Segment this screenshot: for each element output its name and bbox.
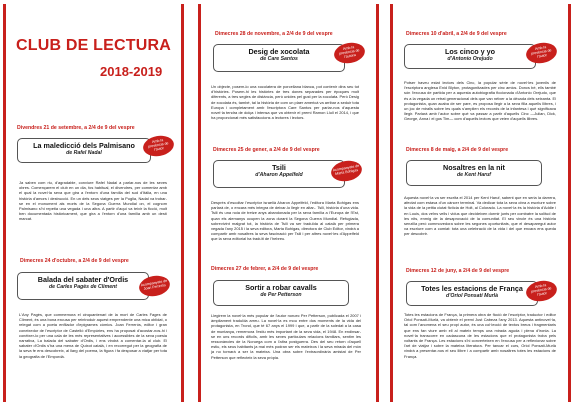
book-title: Sortir a robar cavalls [245,283,317,292]
book-description: Aquesta novel·la va ser escrita el 2014 per Kent Haruf, sabent que en seria la darrera, afectat com estava d'un càncer terminal. Va dedicar tota la seva obra a escriure sobre la vida de la petita ciutat fictícia de Holt, al Colorado. La novel·la és la història d'Addie i en Louis, dos veïns vells i vidus que decideixen dormir junts per combatre la solitud de les nits, enmig de la desaprovació de la comunitat. El seu vincle és una història senzilla però commovedora sobre les segones oportunitats, que el desaparegut autor va escriure com a comiat: tota una celebració de la vida i del que encara ens queda per descobrir. [404,195,556,237]
book-description: Ja saben com riu, d'agradable, conviure Rafel Nadal a parlar-nos de les seves obres. Començarem el club en un dia, fos habitual, el divendres, per comentar amb el qual la novel·la seva que gira a l'entorn d'una família del sud d'Itàlia, en una història d'amors i destrucció. En un dels seus viatges per la Puglia, Nadal va trobar-se en el monument als morts de la Segona Guerra Mundial on, el cognom Palmisano s'hi repetia una vegada i una altra. A partir d'aquí va teixir la ficció, molt ben documentada històricament, que gira a l'entorn d'una família amb un destí marcat. [19,180,167,222]
book-author: de Carles Pagès de Climent [48,283,118,290]
session-date: Dimecres 25 de gener, a 2/4 de 9 del vespre [213,147,320,153]
season-years: 2018-2019 [100,64,163,79]
guest-badge: Acompanyats de Joan Ferrerós [137,273,171,298]
book-box [213,280,349,306]
book-description: Llegirem la novel·la més popular de l'autor noruec Per Petterson, publicada el 2007 i àmpliament traduïda arreu. La novel·la es mou entre dos moments de la vida del protagonista, en Trond, que té 67 anys el 1999 i que, a partir de la soledat a la casa de muntanya, rememora l'estiu més important de la seva vida, el 1948. En endinsar-se en uns records difícils, amb les seves particulars relacions familiars, sentim les ressonàncies de la Noruega com a l'altra postguerra. Des del seu retorn d'aquell estiu, els seus habitants ja mai més podran ser els mateixos i la seva mirada del món ja no tornarà a ser la mateixa. Una obra sobre l'extraordinària amistat de Per Petterson que reflecteix la seva pròpia. [211,313,361,360]
guest-badge: Amb la presència de l'autora [332,40,366,65]
book-title: Nosaltres en la nit [443,163,505,172]
book-title: La maledicció dels Palmisano [33,141,135,150]
book-author: d'Aharon Appelfeld [255,171,303,178]
book-box [406,160,542,186]
book-author: de Per Petterson [260,291,302,298]
guest-badge: Amb la presència de l'autor [524,278,558,303]
book-title: Totes les estacions de França [421,284,523,293]
session-date: Dimecres 10 d'abril, a 2/4 de 9 del vespre [406,31,507,37]
book-description: Un objecte, posem-lo una xocolatera de porcellana blanca, pot contenir dins seu tot d'històries. Posem-hi les històries de tres dones separades per èpoques molt diferents, a tres segles de distància, però unides pel gust per la xocolata. Però Desig de xocolata és, també, tal la història de com un plaer americà va arribar a seduir tota Europa i completament amb l'escriptora Care Santos per parlar-nos d'aquesta novel·la tendra de dolça i intensa que va obtenir el premi Ramon Llull el 2014, i que ha proporcionat més satisfaccions a lectores i lectors. [211,84,359,121]
book-description: Potser haveu estat lectors dels Cinc, la popular sèrie de novel·les juvenils de l'escriptora anglesa Enid Blyton, protagonitzades per cinc amics. Doncs bé, ells també són l'excusa de partida per a aquesta autobiografia ficcionada d'Antonio Orejudo, que és a la vegada un retrat generacional dels que van néixer a la dècada dels seixanta. El protagonista, quan acaba de ser pare, es proposa llegir a la seva filla aquells llibres, i un joc de miralls sobre les quals s'amplien els records de la infantesa i què significava llegir. Parlarà amb l'autor sobre què va passar a partir d'aquells Cinc —Julian, Dick, George, Anna i el gos Tim— com d'aquells lectors que veien d'aquells llibres. [404,80,556,122]
guest-badge: Amb la presència de l'autor [524,40,558,65]
guest-badge: Amb la presència de l'autor [141,133,175,158]
book-author: de Kent Haruf [456,171,491,178]
book-title: Tsili [272,163,286,172]
session-date: Divendres 21 de setembre, a 2/4 de 9 del vespre [17,125,135,131]
session-date: Dimecres 24 d'octubre, a 2/4 de 9 del vespre [20,258,129,264]
book-box [17,138,151,163]
session-date: Dimecres 8 de maig, a 2/4 de 9 del vespre [406,147,509,153]
book-box [404,44,536,69]
book-description: L'Any Pagès, que commemora el cinquantenari de la mort de Carles Fages de Climent, és una bona excusa per reintroduir aquest emprendente una mica oblidat, o relegat com a poeta enfilador d'epigrames còmics. Joan Ferrerós, editor i gran coneixedor de l'escriptor de Castelló d'Empúries, ens ha proposat d'acostar-nos-hi i conèixer-lo per una cala de les més representatives i accessibles de la seva poesia narrativa, La balada del sabater d'Ordis, i ens vindrà a comentar-la al club. El sabater d'Ordis s'ha una mena de Quixot català, i en recorregut per la geografia de la seva fe ens descobreix, al llarg del poema, la figura i fa desposar a viatjar per tota la geografia de l'Empordà. [19,312,167,359]
book-box [406,281,538,306]
book-title: Balada del sabater d'Ordis [37,275,129,284]
book-author: de Rafel Nadal [66,149,102,156]
book-title: Los cinco y yo [445,47,495,56]
book-author: de Care Santos [260,55,298,62]
book-box [213,44,345,72]
guest-badge: Acompanyats de Marta Bohigas [329,158,363,183]
book-box [17,272,149,300]
book-description: Totes les estacions de França, la primera obra de ficció de l'escriptor, traductor i editor Oriol Ponsatí-Murlà, va obtenir el premi Just Cabeza l'any 2013. Aquesta antinovel·la, tal com l'anomena el seu propi autor, és una col·lecció de textos breus i fragmentaris que ens fan viure amb ell al mateix temps una mirada aguda i plena d'ironia. La novel·la transcorre en cadascuna de les estacions que el protagonista troba pels voltants de França. Les estacions s'hi converteixen en l'excusa per a reflexionar sobre l'art de viatjar i sobre la mateixa literatura. Per tancar el curs, Oriol Ponsatí-Murlà vindrà a presentar-nos el seu llibre i a compartir amb nosaltres totes les estacions de França. [404,312,556,359]
book-box [213,160,345,188]
session-date: Dimecres 12 de juny, a 2/4 de 9 del vespre [406,268,510,274]
book-author: d'Oriol Ponsatí Murlà [446,292,498,299]
book-description: Després d'escoltar l'escriptor israelià Aharon Appelfeld, l'editora Marta Bohigas ens parlarà de, o encara més integra de deixar-lo llegir en altar-. Tsili, història d'una vida. Tsili és una noia de tretze anys abandonada per la seva família a l'Europa de l'Est, quan els alemanys ocupen la zona durant la Segona Guerra Mundial. Refugiada, sobrevivint malgrat tot, la història de Tsili va ser traduïda al català per primera vegada l'any 2015 i la seva editora, Marta Bohigas, directora de Club Editor, vindrà a compartir amb nosaltres la seva fascinació per Tsili i per altres novel·les d'Appelfeld que la seva editorial ha traduït de l'hebreu. [211,200,359,242]
book-title: Desig de xocolata [248,47,310,56]
session-date: Dimecres 27 de febrer, a 2/4 de 9 del vespre [211,266,319,272]
book-author: d'Antonio Orejudo [447,55,493,62]
session-date: Dimecres 28 de novembre, a 2/4 de 9 del vespre [215,31,333,37]
club-title: CLUB DE LECTURA [16,37,171,54]
